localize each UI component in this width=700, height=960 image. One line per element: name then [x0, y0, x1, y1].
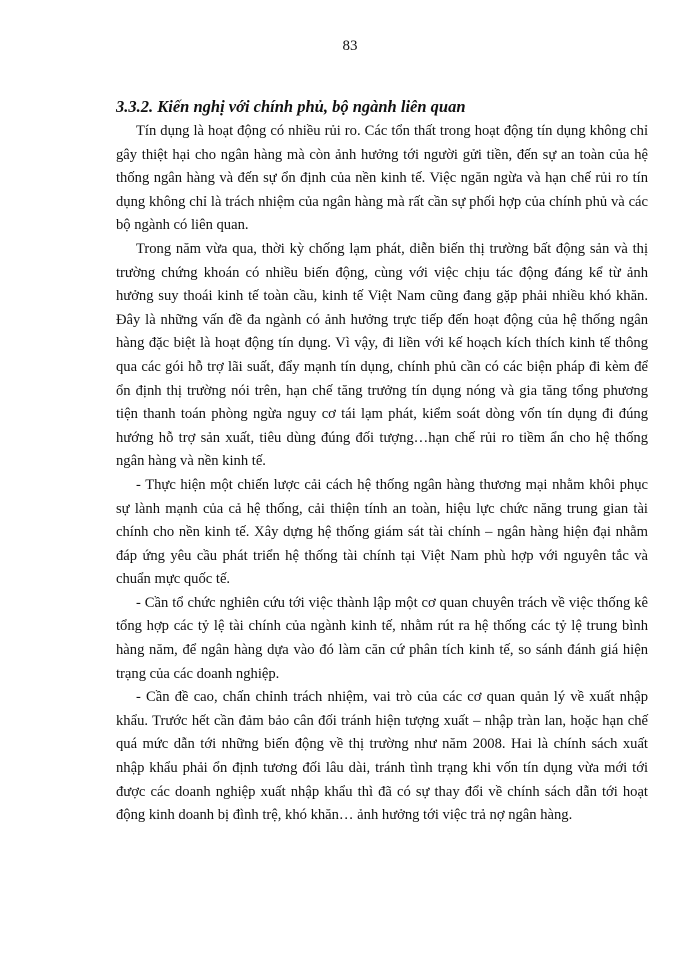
paragraph-4: - Cần tổ chức nghiên cứu tới việc thành lập một cơ quan chuyên trách về việc thống kê tổng hợp các tỷ lệ tài chính của ngành kinh tế, nhằm rút ra hệ thống các tỷ lệ trung bình hàng năm, để ngân hàng dựa vào đó làm căn cứ phân tích kinh tế, so sánh đánh giá hiện trạng của các doanh nghiệp. [116, 594, 648, 682]
page-number: 83 [342, 38, 358, 54]
paragraph-2: Trong năm vừa qua, thời kỳ chống lạm phát, diễn biến thị trường bất động sản và thị trường chứng khoán có nhiều biến động, cùng với việc chịu tác động đáng kể từ ảnh hưởng suy thoái kinh tế toàn cầu, kinh tế Việt Nam cũng đang gặp phải nhiều khó khăn. Đây là những vấn đề đa ngành có ảnh hưởng trực tiếp đến hoạt động của hệ thống ngân hàng đặc biệt là hoạt động tín dụng. Vì vậy, đi liền với kế hoạch kích thích kinh tế thông qua các gói hỗ trợ lãi suất, đẩy mạnh tín dụng, chính phủ cần có các biện pháp đi kèm để ổn định thị trường nói trên, hạn chế tăng trưởng tín dụng nóng và gia tăng tổng phương tiện thanh toán phòng ngừa nguy cơ tái lạm phát, kiểm soát dòng vốn tín dụng đi đúng hướng hỗ trợ sản xuất, tiêu dùng đúng đối tượng…hạn chế rủi ro tiềm ẩn cho hệ thống ngân hàng và nền kinh tế. [116, 240, 648, 470]
paragraph-1: Tín dụng là hoạt động có nhiều rủi ro. Các tổn thất trong hoạt động tín dụng không chỉ gây thiệt hại cho ngân hàng mà còn ảnh hưởng tới người gửi tiền, đến sự an toàn của hệ thống ngân hàng và đến sự ổn định của nền kinh tế. Việc ngăn ngừa và hạn chế rủi ro tín dụng không chỉ là trách nhiệm của ngân hàng mà rất cần sự phối hợp của chính phủ và các bộ ngành có liên quan. [116, 123, 648, 234]
document-body [116, 96, 648, 828]
section-heading: 3.3.2. Kiến nghị với chính phủ, bộ ngành liên quan [116, 97, 466, 116]
paragraph-5: - Cần đề cao, chấn chỉnh trách nhiệm, vai trò của các cơ quan quản lý về xuất nhập khẩu. Trước hết cần đảm bảo cân đối tránh hiện tượng xuất – nhập tràn lan, hoặc hạn chế quá mức dẫn tới những biến động về thị trường như năm 2008. Hai là chính sách xuất nhập khẩu phải ổn định tương đối lâu dài, tránh tình trạng khi vốn tín dụng vừa mới tới được các doanh nghiệp xuất nhập khẩu thì đã có sự thay đổi về chính sách dẫn tới hoạt động kinh doanh bị đình trệ, khó khăn… ảnh hưởng tới việc trả nợ ngân hàng. [116, 689, 648, 824]
paragraph-3: - Thực hiện một chiến lược cải cách hệ thống ngân hàng thương mại nhằm khôi phục sự lành mạnh của cả hệ thống, cải thiện tính an toàn, hiệu lực chức năng trung gian tài chính cho nền kinh tế. Xây dựng hệ thống giám sát tài chính – ngân hàng hiện đại nhằm đáp ứng yêu cầu phát triển hệ thống tài chính tại Việt Nam phù hợp với nguyên tắc và chuẩn mực quốc tế. [116, 476, 648, 588]
